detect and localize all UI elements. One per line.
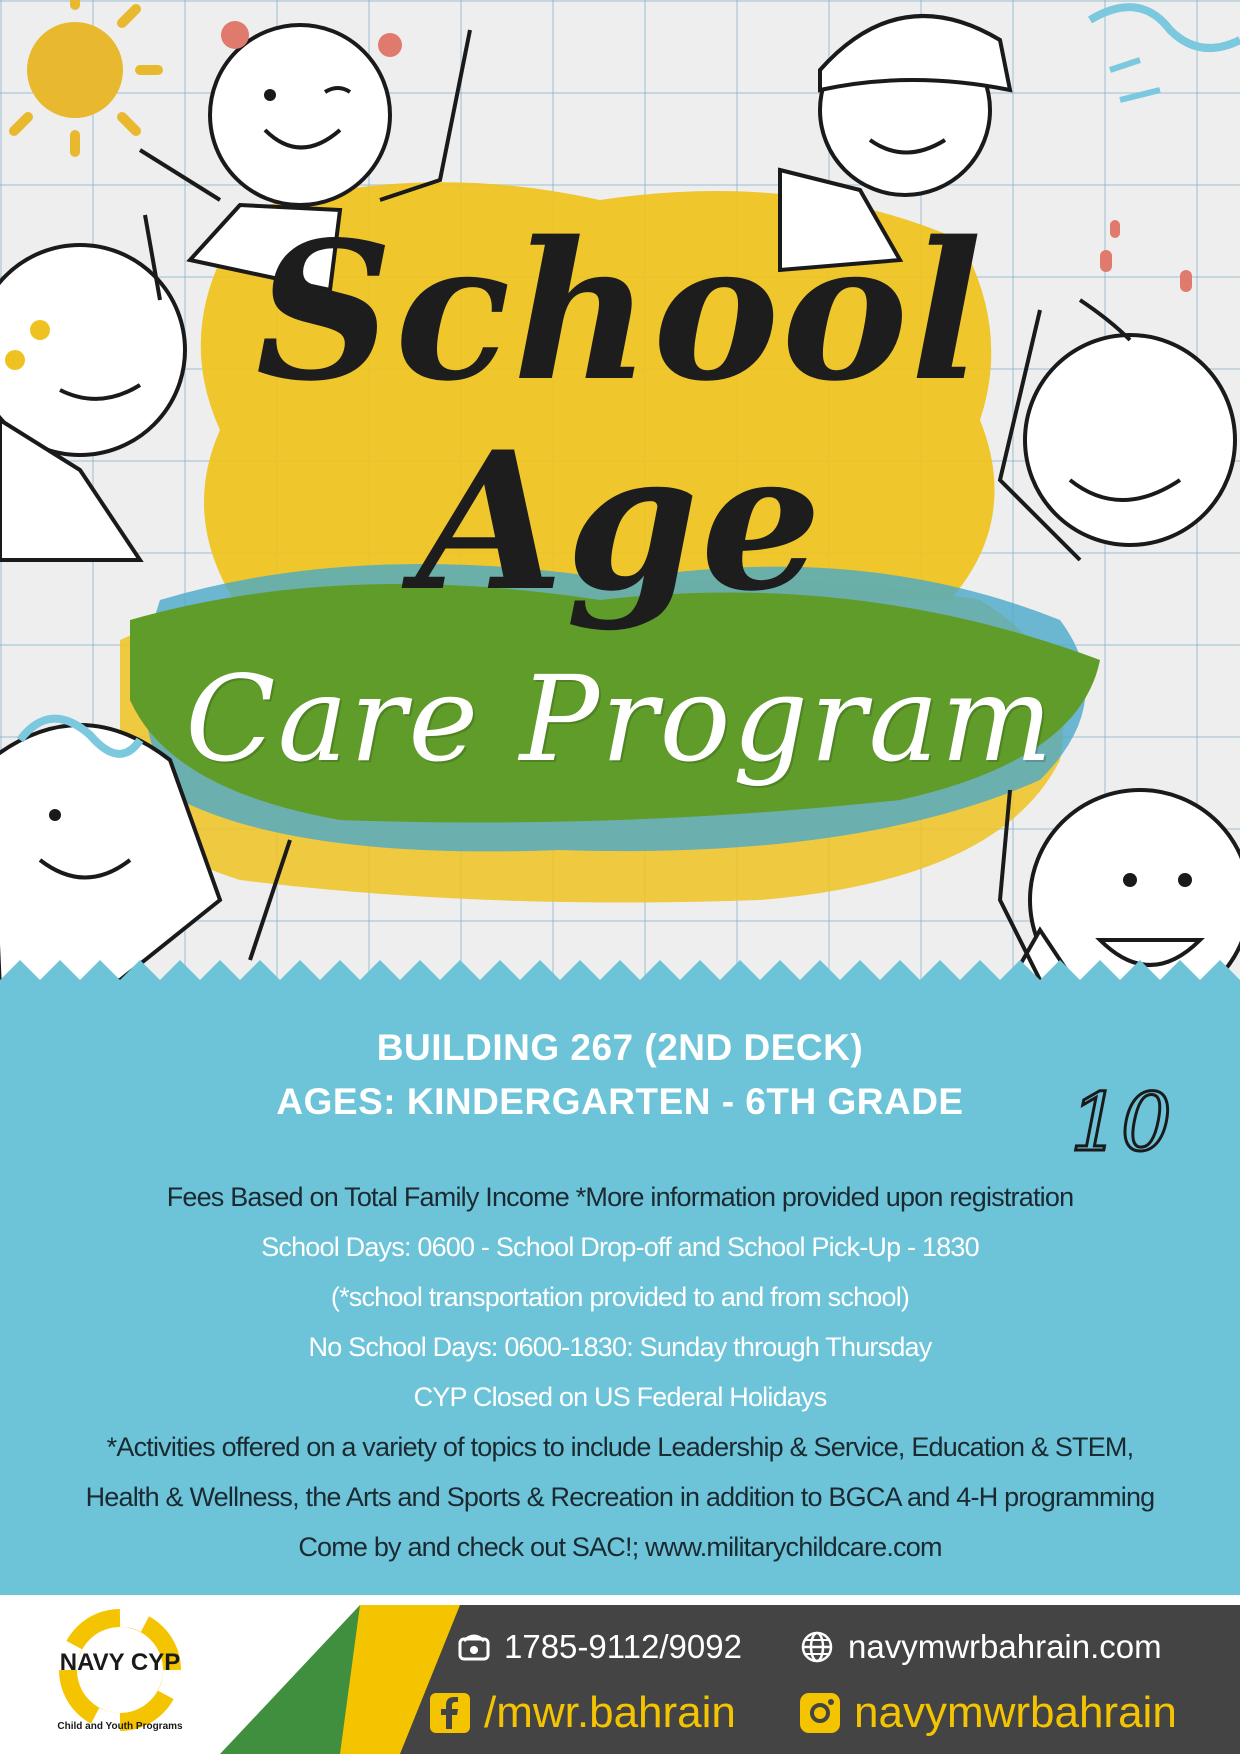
phone-number: 1785-9112/9092 xyxy=(504,1628,742,1665)
facebook-contact[interactable] xyxy=(430,1688,736,1738)
detail-activities-1: *Activities offered on a variety of topics to include Leadership & Service, Education & STEM, xyxy=(106,1432,1134,1462)
svg-text:10: 10 xyxy=(1070,1076,1172,1169)
phone-icon xyxy=(458,1631,490,1663)
navy-cyp-logo xyxy=(40,1605,200,1745)
phone-contact xyxy=(458,1628,742,1666)
program-details xyxy=(0,1172,1240,1572)
detail-transportation: (*school transportation provided to and from school) xyxy=(330,1282,910,1312)
instagram-handle[interactable]: navymwrbahrain xyxy=(854,1688,1177,1737)
title-school: School xyxy=(255,200,985,423)
detail-activities-2: Health & Wellness, the Arts and Sports & Recreation in addition to BGCA and 4-H programming xyxy=(85,1482,1155,1512)
detail-website: Come by and check out SAC!; www.militarychildcare.com xyxy=(298,1532,942,1562)
title-age: Age xyxy=(416,410,824,633)
website-link[interactable]: navymwrbahrain.com xyxy=(848,1628,1162,1665)
instagram-contact[interactable] xyxy=(800,1688,1177,1738)
zigzag-edge xyxy=(0,958,1240,1002)
ages-headline: AGES: KINDERGARTEN - 6TH GRADE xyxy=(276,1081,964,1122)
facebook-handle[interactable]: /mwr.bahrain xyxy=(484,1688,736,1737)
detail-no-school-days: No School Days: 0600-1830: Sunday through Thursday xyxy=(308,1332,932,1362)
building-headline: BUILDING 267 (2ND DECK) xyxy=(376,1027,864,1068)
detail-fees: Fees Based on Total Family Income *More information provided upon registration xyxy=(166,1182,1074,1212)
facebook-icon xyxy=(430,1693,470,1733)
sun-icon xyxy=(14,0,158,152)
website-contact[interactable] xyxy=(800,1628,1162,1666)
globe-icon xyxy=(800,1630,834,1664)
detail-holidays: CYP Closed on US Federal Holidays xyxy=(413,1382,827,1412)
detail-school-days: School Days: 0600 - School Drop-off and School Pick-Up - 1830 xyxy=(261,1232,979,1262)
instagram-icon xyxy=(800,1693,840,1733)
logo-name: NAVY CYP xyxy=(59,1649,181,1676)
logo-subtitle: Child and Youth Programs xyxy=(57,1721,183,1732)
title-care-program: Care Program xyxy=(185,650,1055,788)
